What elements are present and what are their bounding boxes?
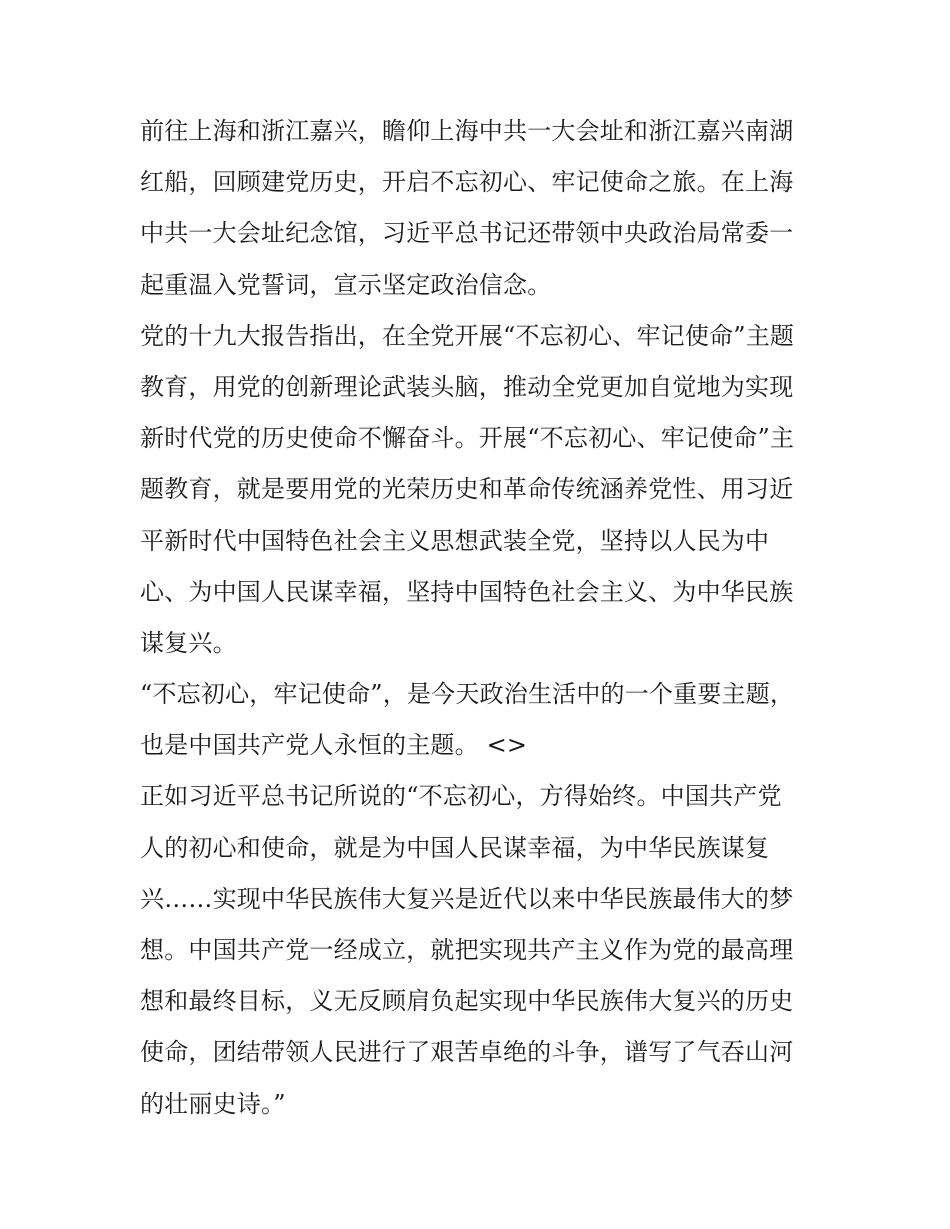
text-line: 谋复兴。 <box>140 628 237 657</box>
text-line: 前往上海和浙江嘉兴，瞻仰上海中共一大会址和浙江嘉兴南湖 <box>140 117 794 145</box>
text-line: 红船，回顾建党历史，开启不忘初心、牢记使命之旅。在上海 <box>140 168 794 197</box>
text-line: 平新时代中国特色社会主义思想武装全党，坚持以人民为中 <box>140 526 770 555</box>
text-line: 新时代党的历史使命不懈奋斗。开展“不忘初心、牢记使命”主 <box>140 424 795 453</box>
text-line: 想。中国共产党一经成立，就把实现共产主义作为党的最高理 <box>140 936 794 964</box>
text-line: 也是中国共产党人永恒的主题。 <> <box>140 731 528 760</box>
text-line: 想和最终目标，义无反顾肩负起实现中华民族伟大复兴的历史 <box>140 987 794 1016</box>
text-line: 教育，用党的创新理论武装头脑，推动全党更加自觉地为实现 <box>140 372 794 401</box>
text-line: 题教育，就是要用党的光荣历史和革命传统涵养党性、用习近 <box>140 475 794 504</box>
text-line: 起重温入党誓词，宣示坚定政治信念。 <box>140 270 552 299</box>
text-line: 党的十九大报告指出，在全党开展“不忘初心、牢记使命”主题 <box>140 321 795 350</box>
text-line: 正如习近平总书记所说的“不忘初心，方得始终。中国共产党 <box>140 782 782 811</box>
text-line: 中共一大会址纪念馆，习近平总书记还带领中央政治局常委一 <box>140 219 794 248</box>
text-line: 使命，团结带领人民进行了艰苦卓绝的斗争，谱写了气吞山河 <box>140 1038 794 1067</box>
text-line: “不忘初心，牢记使命”，是今天政治生活中的一个重要主题， <box>140 680 795 709</box>
document-body <box>140 106 820 1130</box>
text-line: 的壮丽史诗。” <box>140 1089 286 1118</box>
text-line: 人的初心和使命，就是为中国人民谋幸福，为中华民族谋复 <box>140 833 770 862</box>
text-line: 兴……实现中华民族伟大复兴是近代以来中华民族最伟大的梦 <box>140 884 794 913</box>
text-line: 心、为中国人民谋幸福，坚持中国特色社会主义、为中华民族 <box>140 577 794 606</box>
